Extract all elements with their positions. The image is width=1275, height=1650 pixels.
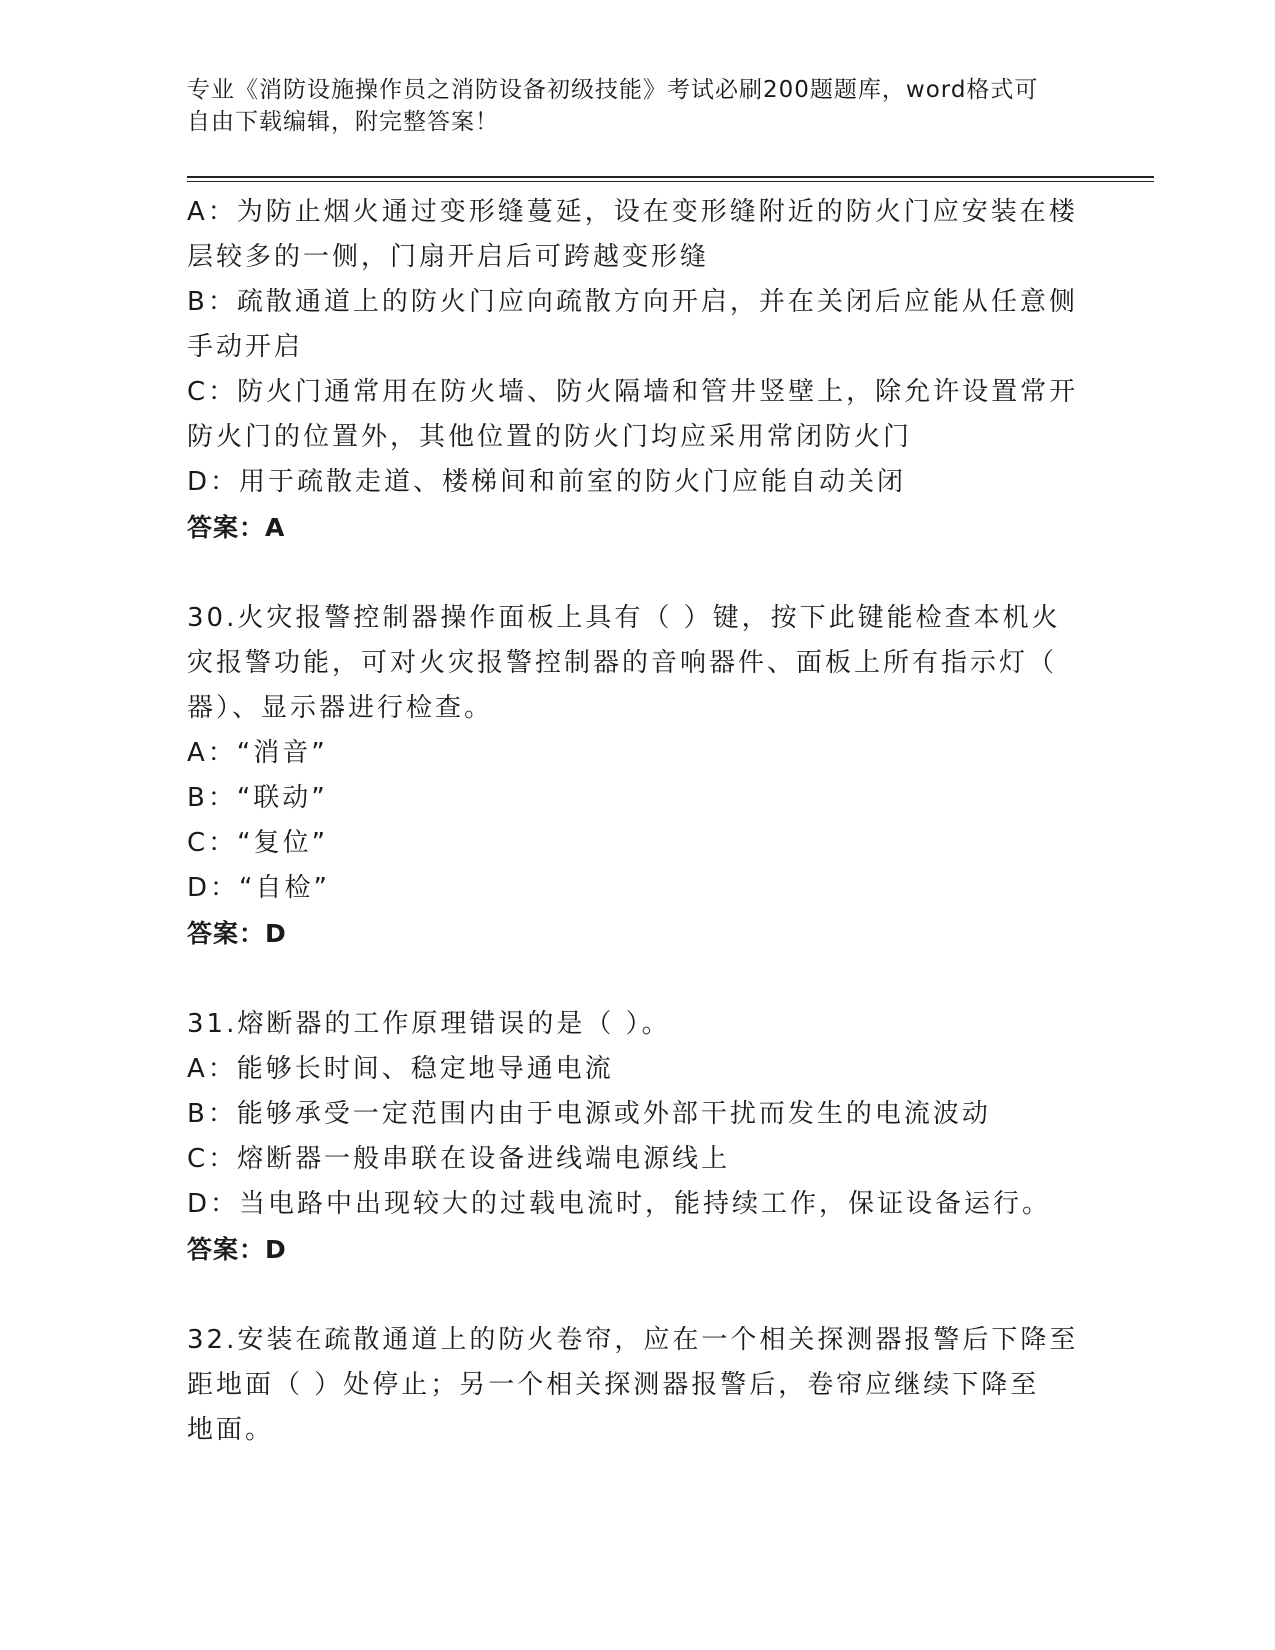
option-line: A：为防止烟火通过变形缝蔓延，设在变形缝附近的防火门应安装在楼 bbox=[187, 197, 1078, 227]
option-b bbox=[187, 280, 1077, 370]
option-d: D：当电路中出现较大的过载电流时，能持续工作，保证设备运行。 bbox=[187, 1189, 1052, 1219]
option-a bbox=[187, 190, 1077, 280]
option-a: A：“消音” bbox=[187, 738, 328, 768]
option-d: D：“自检” bbox=[187, 873, 330, 903]
option-line: 手动开启 bbox=[187, 332, 304, 362]
option-b: B：能够承受一定范围内由于电源或外部干扰而发生的电流波动 bbox=[187, 1099, 991, 1129]
question-stem-line: 器）、显示器进行检查。 bbox=[187, 693, 494, 723]
question-31 bbox=[187, 1002, 1077, 1272]
document-header bbox=[187, 74, 1067, 138]
option-b: B：“联动” bbox=[187, 783, 328, 813]
answer-label: 答案：A bbox=[187, 513, 286, 542]
question-stem-line: 30.火灾报警控制器操作面板上具有（ ）键，按下此键能检查本机火 bbox=[187, 603, 1061, 633]
header-divider-thin bbox=[187, 181, 1154, 182]
question-29 bbox=[187, 190, 1077, 550]
question-30 bbox=[187, 596, 1077, 956]
header-divider-thick bbox=[187, 176, 1154, 178]
spacer bbox=[187, 1272, 1077, 1318]
question-32 bbox=[187, 1318, 1077, 1453]
option-c: C：“复位” bbox=[187, 828, 329, 858]
option-d bbox=[187, 460, 1077, 505]
answer-label: 答案：D bbox=[187, 919, 287, 948]
option-line: 层较多的一侧，门扇开启后可跨越变形缝 bbox=[187, 242, 710, 272]
option-line: B：疏散通道上的防火门应向疏散方向开启，并在关闭后应能从任意侧 bbox=[187, 287, 1078, 317]
question-content bbox=[187, 190, 1077, 1453]
option-line: C：防火门通常用在防火墙、防火隔墙和管井竖壁上，除允许设置常开 bbox=[187, 377, 1079, 407]
question-stem-line: 31.熔断器的工作原理错误的是（ ）。 bbox=[187, 1009, 671, 1039]
option-line: D：用于疏散走道、楼梯间和前室的防火门应能自动关闭 bbox=[187, 467, 907, 497]
option-a: A：能够长时间、稳定地导通电流 bbox=[187, 1054, 614, 1084]
option-c bbox=[187, 370, 1077, 460]
question-stem-line: 地面。 bbox=[187, 1415, 275, 1445]
answer-label: 答案：D bbox=[187, 1235, 287, 1264]
header-title-line-1: 专业《消防设施操作员之消防设备初级技能》考试必刷200题题库，word格式可 bbox=[187, 77, 1039, 103]
header-title-line-2: 自由下载编辑，附完整答案！ bbox=[187, 109, 499, 135]
spacer bbox=[187, 956, 1077, 1002]
question-stem-line: 32.安装在疏散通道上的防火卷帘，应在一个相关探测器报警后下降至 bbox=[187, 1325, 1079, 1355]
question-stem-line: 灾报警功能，可对火灾报警控制器的音响器件、面板上所有指示灯（ bbox=[187, 648, 1058, 678]
question-stem-line: 距地面（ ）处停止；另一个相关探测器报警后，卷帘应继续下降至 bbox=[187, 1370, 1040, 1400]
option-c: C：熔断器一般串联在设备进线端电源线上 bbox=[187, 1144, 731, 1174]
spacer bbox=[187, 550, 1077, 596]
option-line: 防火门的位置外，其他位置的防火门均应采用常闭防火门 bbox=[187, 422, 913, 452]
